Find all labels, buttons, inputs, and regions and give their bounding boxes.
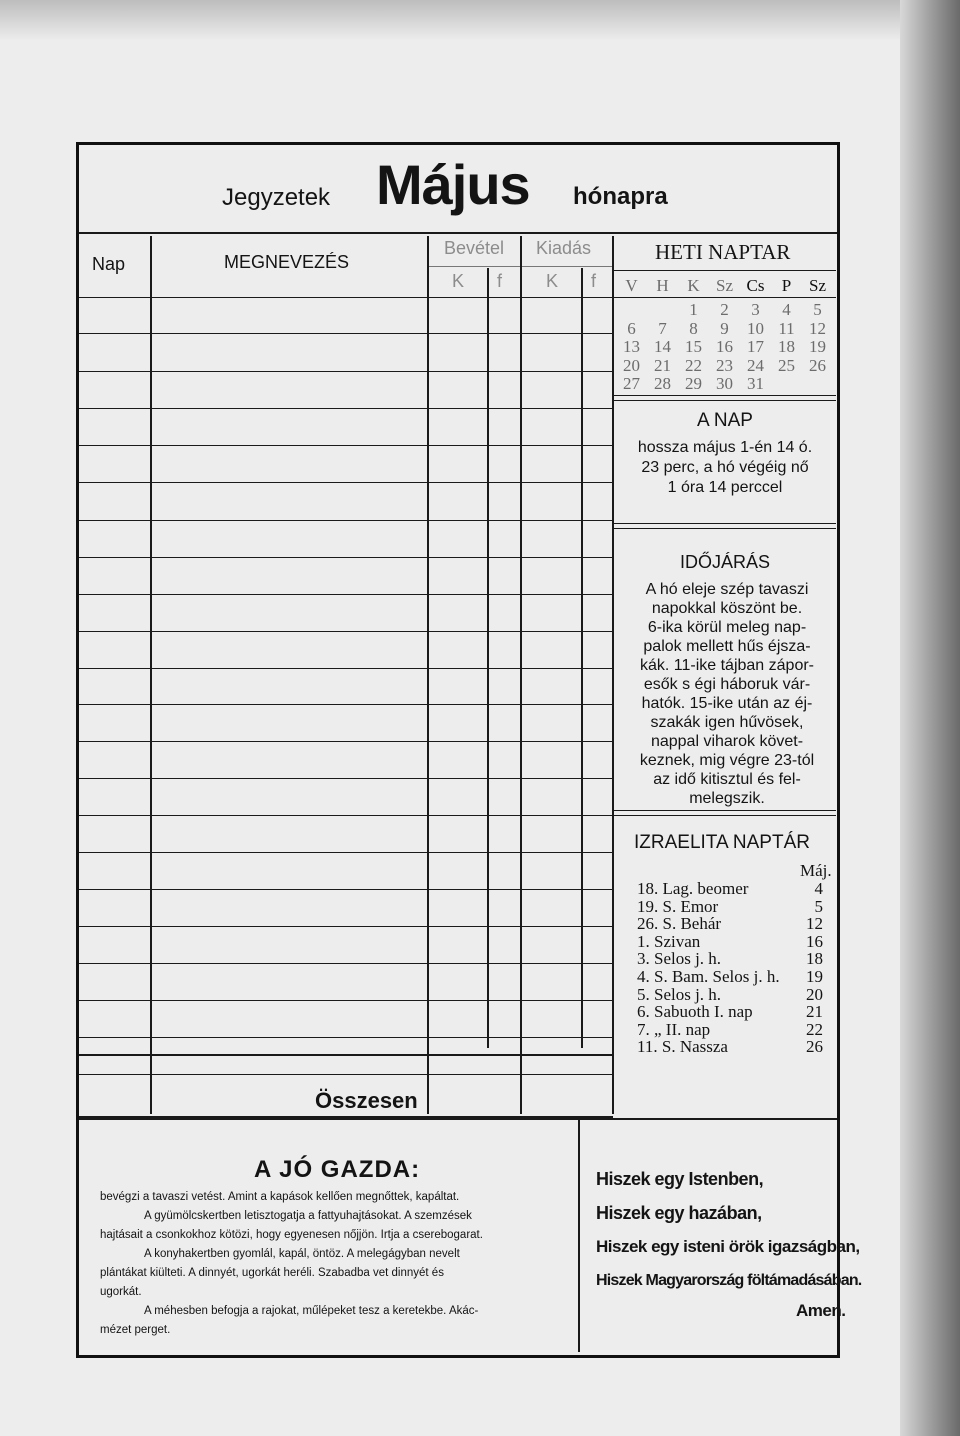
title-prefix: Jegyzetek <box>222 184 331 211</box>
israelite-row <box>637 1038 823 1056</box>
weather-rule <box>614 810 836 811</box>
calendar-day: 26 <box>809 355 826 375</box>
table-row-rule <box>79 445 613 446</box>
creed-line: Hiszek Magyarország föltámadásában. <box>596 1272 862 1289</box>
day-header: Sz <box>716 276 733 295</box>
calendar-day: 20 <box>623 355 640 375</box>
col-divider-name <box>427 236 429 1114</box>
calendar-day: 8 <box>689 318 698 338</box>
col-megnevezes: MEGNEVEZÉS <box>224 252 350 272</box>
calendar-day: 30 <box>716 374 733 393</box>
israelite-may-date: 12 <box>806 914 823 934</box>
israelite-row <box>637 1021 823 1039</box>
calendar-week <box>616 319 834 339</box>
calendar-day <box>616 300 647 320</box>
nap-rule-2 <box>614 528 836 529</box>
table-end-rule <box>79 1054 613 1056</box>
table-row-rule <box>79 297 613 298</box>
table-row-rule <box>79 631 613 632</box>
col-divider-expense-kf <box>581 268 583 1048</box>
day-header: Cs <box>746 276 765 295</box>
calendar-day: 27 <box>623 374 640 393</box>
israelite-may-date: 21 <box>806 1002 823 1022</box>
israelite-may-date: 19 <box>806 966 823 986</box>
table-row-rule <box>79 926 613 927</box>
title-suffix: hónapra <box>573 183 668 210</box>
calendar-bottom-rule-2 <box>614 400 836 401</box>
calendar-day: 11 <box>778 318 795 338</box>
calendar-day: 28 <box>654 374 671 393</box>
table-row-rule <box>79 371 613 372</box>
table-row-rule <box>79 704 613 705</box>
calendar-day: 5 <box>813 300 822 319</box>
table-row-rule <box>79 482 613 483</box>
table-row-rule <box>79 408 613 409</box>
col-divider-income <box>520 236 522 1114</box>
israelite-row <box>637 880 823 898</box>
table-row-rule <box>79 778 613 779</box>
israelite-may-date: 22 <box>806 1019 823 1039</box>
calendar-day: 12 <box>809 318 826 338</box>
gazda-line: A konyhakertben gyomlál, kapál, öntöz. A melegágyban nevelt <box>144 1248 460 1260</box>
calendar-week <box>616 337 834 357</box>
table-row-rule <box>79 815 613 816</box>
israelite-day: 6. Sabuoth I. nap <box>637 1002 753 1022</box>
israelite-title: IZRAELITA NAPTÁR <box>634 832 810 853</box>
weather-title: IDŐJÁRÁS <box>679 552 771 572</box>
col-divider-expense <box>612 236 614 1114</box>
bottom-divider <box>578 1118 580 1352</box>
nap-line: hossza május 1-én 14 ó. <box>637 439 813 456</box>
col-divider-nap <box>150 236 152 1114</box>
calendar-day: 18 <box>778 337 795 356</box>
israelite-row <box>637 950 823 968</box>
creed-text <box>596 1162 862 1298</box>
israelite-row <box>637 933 823 951</box>
page-top-shadow <box>0 0 960 40</box>
israelite-day: 3. Selos j. h. <box>637 949 722 969</box>
total-label: Összesen <box>315 1088 418 1113</box>
weather-line: palok mellett hűs éjsza- <box>643 638 811 655</box>
nap-title: A NAP <box>697 410 753 431</box>
gazda-line: plántákat kiülteti. A dinnyét, ugorkát heréli. Szabadba vet dinnyét és <box>100 1267 444 1279</box>
weather-line: az idő kitisztul és fel- <box>653 771 801 788</box>
gazda-line: A gyümölcskertben letisztogatja a fattyuhajtásokat. A szemzések <box>144 1210 472 1222</box>
table-row-rule <box>79 963 613 964</box>
israelite-day: 4. S. Bam. Selos j. h. <box>637 966 780 986</box>
weather-line: kák. 11-ike tájban zápor- <box>639 657 814 674</box>
weather-rule-2 <box>614 815 836 816</box>
header-rule <box>79 232 837 234</box>
calendar-day: 23 <box>716 355 733 375</box>
gazda-line: bevégzi a tavaszi vetést. Amint a kapások kellően megnőttek, kapáltat. <box>100 1191 460 1203</box>
creed-line: Hiszek egy isteni örök igazságban, <box>596 1237 860 1256</box>
weather-line: napokkal köszönt be. <box>651 600 803 617</box>
israelite-month-col: Máj. <box>800 861 832 880</box>
israelite-day: 1. Szivan <box>637 931 701 951</box>
calendar-bottom-rule <box>614 395 836 396</box>
gazda-line: mézet perget. <box>100 1324 171 1336</box>
table-row-rule <box>79 1074 613 1075</box>
weather-line: A hó eleje szép tavaszi <box>645 581 809 598</box>
israelite-day: 18. Lag. beomer <box>637 879 749 898</box>
israelite-day: 26. S. Behár <box>637 914 722 934</box>
calendar-day: 16 <box>716 337 733 356</box>
calendar-day-header <box>616 276 834 296</box>
gazda-line: ugorkát. <box>100 1286 142 1298</box>
weather-text <box>618 580 836 808</box>
sub-f-expense: f <box>591 271 597 291</box>
day-header: Sz <box>809 276 826 295</box>
israelite-day: 11. S. Nassza <box>637 1037 728 1057</box>
calendar-day <box>771 374 802 394</box>
calendar-day: 29 <box>685 374 702 393</box>
calendar-day: 2 <box>720 300 729 319</box>
weather-line: 6-ika körül meleg nap- <box>647 619 807 636</box>
table-row-rule <box>79 594 613 595</box>
calendar-day: 31 <box>747 374 764 393</box>
weather-line: hatók. 15-ike után az éj- <box>641 695 813 712</box>
table-row-rule <box>79 889 613 890</box>
israelite-table <box>637 880 823 1056</box>
calendar-title: HETI NAPTAR <box>655 240 791 264</box>
israelite-day: 19. S. Emor <box>637 896 719 916</box>
israelite-may-date: 20 <box>806 984 823 1004</box>
sub-k-expense: K <box>546 271 559 291</box>
weather-line: nappal viharok követ- <box>650 733 804 750</box>
weather-line: melegszik. <box>689 790 765 807</box>
weather-line: esők s égi háboruk vár- <box>643 676 811 693</box>
calendar-day: 10 <box>747 318 764 338</box>
creed-line: Hiszek egy Istenben, <box>596 1169 764 1189</box>
nap-rule <box>614 523 836 524</box>
col-bevetel: Bevétel <box>444 238 505 258</box>
section-rule <box>79 1118 837 1120</box>
day-header: P <box>781 276 792 295</box>
col-nap: Nap <box>92 254 126 274</box>
table-row-rule <box>79 668 613 669</box>
calendar-day: 7 <box>658 318 667 338</box>
day-header: K <box>687 276 700 295</box>
israelite-row <box>637 898 823 916</box>
calendar-day: 4 <box>782 300 791 319</box>
calendar-day: 25 <box>778 355 795 375</box>
calendar-day: 14 <box>654 337 671 356</box>
table-row-rule <box>79 852 613 853</box>
calendar-day: 17 <box>747 337 764 356</box>
calendar-day <box>647 300 678 320</box>
day-header: V <box>625 276 638 295</box>
table-row-rule <box>79 520 613 521</box>
calendar-week <box>616 300 834 320</box>
calendar-week <box>616 356 834 376</box>
calendar-day: 19 <box>809 337 826 356</box>
calendar-title-rule <box>614 270 836 271</box>
col-divider-income-kf <box>487 268 489 1048</box>
gazda-line: A méhesben befogja a rajokat, műlépeket tesz a keretekbe. Akác- <box>144 1305 479 1317</box>
gazda-line: hajtásait a csonkokhoz kötözi, hogy egyenesen nőjjön. Irtja a cserebogarat. <box>100 1229 483 1241</box>
israelite-may-date: 5 <box>814 896 823 916</box>
calendar-day: 24 <box>747 355 764 375</box>
day-header: H <box>656 276 669 295</box>
creed-amen: Amen. <box>796 1301 846 1320</box>
weather-line: szakák igen hűvösek, <box>650 714 804 731</box>
calendar-day <box>802 374 833 394</box>
title-month: Május <box>376 153 530 216</box>
calendar-day: 15 <box>685 337 702 356</box>
israelite-day: 5. Selos j. h. <box>637 984 722 1004</box>
calendar-day: 9 <box>720 318 729 338</box>
calendar-day: 22 <box>685 355 702 375</box>
table-row-rule <box>79 557 613 558</box>
calendar-week <box>616 374 834 394</box>
calendar-day: 3 <box>751 300 760 319</box>
gazda-text <box>100 1188 576 1340</box>
israelite-may-date: 18 <box>806 949 823 969</box>
sub-k-income: K <box>452 271 465 291</box>
calendar-day: 21 <box>654 355 671 375</box>
table-row-rule <box>79 333 613 334</box>
israelite-row <box>637 986 823 1004</box>
book-spine <box>900 0 960 1436</box>
israelite-may-date: 4 <box>814 879 823 898</box>
calendar-day: 6 <box>627 318 636 338</box>
creed-line: Hiszek egy hazában, <box>596 1203 762 1223</box>
calendar-day: 1 <box>689 300 698 319</box>
israelite-day: 7. „ II. nap <box>637 1019 711 1039</box>
calendar-header-rule <box>614 297 836 298</box>
gazda-title: A JÓ GAZDA: <box>254 1156 421 1183</box>
nap-line: 1 óra 14 perccel <box>667 479 783 496</box>
israelite-may-date: 26 <box>806 1037 823 1057</box>
calendar-day: 13 <box>623 337 640 356</box>
table-row-rule <box>79 741 613 742</box>
nap-line: 23 perc, a hó végéig nő <box>641 459 809 476</box>
sub-f-income: f <box>497 271 503 291</box>
israelite-row <box>637 1003 823 1021</box>
table-row-rule <box>79 1037 613 1038</box>
table-row-rule <box>79 1000 613 1001</box>
nap-text <box>614 438 836 498</box>
col-kiadas: Kiadás <box>536 238 592 258</box>
weather-line: keznek, mig végre 23-tól <box>639 752 815 769</box>
israelite-row <box>637 968 823 986</box>
israelite-may-date: 16 <box>806 931 823 951</box>
israelite-row <box>637 915 823 933</box>
